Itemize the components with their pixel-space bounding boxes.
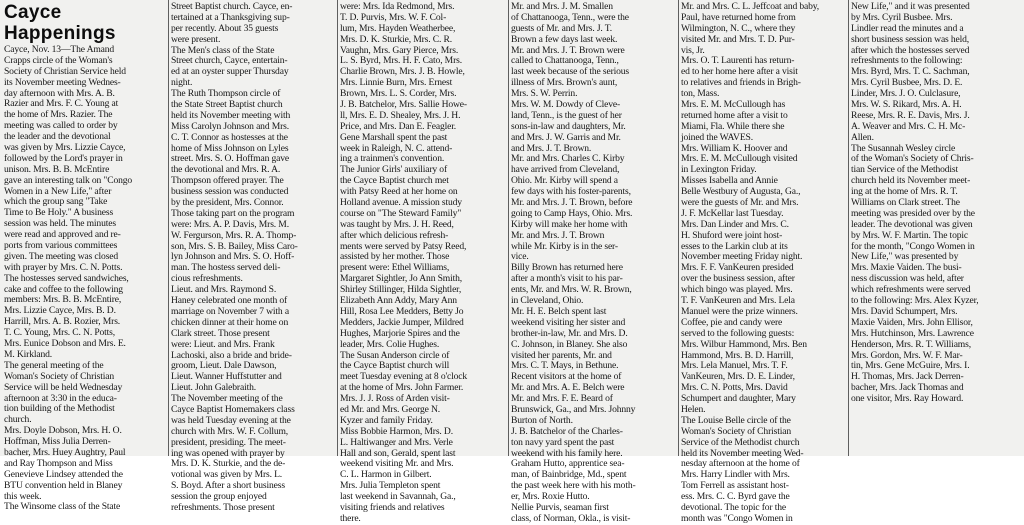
text-line: Hammond, Mrs. B. D. Harrill, [681, 349, 794, 361]
text-line: Harrill, Mrs. A. B. Rozier, Mrs. [4, 316, 121, 328]
text-line: Mrs. William K. Hoover and [681, 142, 788, 154]
text-line: The general meeting of the [4, 359, 104, 371]
column-rule [678, 0, 679, 456]
column-5-body [681, 2, 846, 525]
text-line: the Cayce Baptist church will [340, 360, 450, 372]
text-line: chicken dinner at their home on [171, 316, 289, 328]
text-line: Shirley Stillinger, Hilda Sightler, [340, 284, 462, 296]
text-line: and Mrs. J. T. Brown. [511, 142, 592, 154]
text-line: one visitor, Mrs. Ray Howard. [851, 393, 964, 405]
text-line: Hughes, Marjorie Spires and the [340, 327, 460, 339]
text-line: which bingo was played. Mrs. [681, 284, 793, 296]
text-line: illness of Mrs. Brown's aunt, [511, 77, 618, 89]
text-line: son, Mrs. S. B. Bailey, Miss Caro- [171, 240, 298, 252]
headline-line-1: Cayce [4, 2, 62, 23]
text-line: New Life," and it was presented [851, 1, 970, 12]
text-line: The November meeting of the [171, 393, 283, 405]
column-4-body [511, 2, 676, 525]
text-line: class, of Norman, Okla., is visit- [511, 512, 631, 524]
text-line: short business session was held, [851, 33, 970, 45]
text-line: of the Woman's Society of Chris- [851, 153, 974, 165]
text-line: tertained at a Thanksgiving sup- [171, 11, 290, 23]
text-line: meeting was called to order by [4, 120, 118, 132]
text-line: refreshments. Those present [171, 501, 275, 513]
text-line: were present. [171, 33, 221, 45]
text-line: to relatives and friends in Brigh- [681, 77, 801, 89]
text-line: called to Chattanooga, Tenn., [511, 55, 619, 67]
text-line: Brown a few days last week. [511, 33, 618, 45]
text-line: Hoffman, Miss Julia Derren- [4, 436, 111, 448]
text-line: Mr. and Mrs. J. T. Brown [511, 229, 605, 241]
text-line: Hill, Rosa Lee Medders, Betty Jo [340, 305, 464, 317]
text-line: M. Kirkland. [4, 348, 53, 360]
text-line: were: Mrs. Ida Redmond, Mrs. [340, 1, 455, 12]
text-line: weekend with his family here. [511, 447, 623, 459]
text-line: groom, Lieut. Dale Dawson, [171, 360, 277, 372]
column-3 [340, 1, 506, 524]
text-line: Mrs. C. N. Potts, Mrs. David [681, 382, 788, 394]
text-line: Mrs. Lizzie Cayce, Mrs. B. D. [4, 305, 116, 317]
text-line: have arrived from Cleveland, [511, 164, 620, 176]
text-line: Elizabeth Ann Addy, Mary Ann [340, 295, 457, 307]
text-line: after which delicious refresh- [340, 229, 449, 241]
text-line: returned home after a visit to [681, 109, 788, 121]
text-line: Thompson offered prayer. The [171, 175, 284, 187]
text-line: over the business session, after [681, 273, 795, 285]
text-line: ing was opened with prayer by [171, 447, 285, 459]
text-line: Manuel were the prize winners. [681, 305, 798, 317]
text-line: tin, Mrs. Gene McGuire, Mrs. I. [851, 360, 970, 372]
text-line: T. C. Young, Mrs. C. N. Potts, [4, 327, 116, 339]
text-line: S. Boyd. After a short business [171, 480, 285, 492]
text-line: Mrs. Hutchinson, Mrs. Lawrence [851, 327, 974, 339]
text-line: the devotional and Mrs. R. A. [171, 164, 281, 176]
text-line: Hall and son, Gerald, spent last [340, 447, 456, 459]
text-line: were read and approved and re- [4, 229, 121, 241]
text-line: and Ray Thompson and Miss [4, 457, 113, 469]
text-line: Ohio. Mr. Kirby will spend a [511, 175, 618, 187]
text-line: man. The hostess served deli- [171, 262, 281, 274]
text-line: Mrs. W. M. Dowdy of Cleve- [511, 99, 621, 111]
text-line: Mrs. Harry Lindler with Mrs. [681, 469, 790, 481]
text-line: brother-in-law, Mr. and Mrs. D. [511, 327, 628, 339]
text-line: New Life," was presented by [851, 251, 959, 263]
text-line: VanKeuren, Mrs. D. E. Linder, [681, 371, 795, 383]
text-line: C. T. Connor as hostesses at the [171, 131, 288, 143]
text-line: marriage on November 7 with a [171, 305, 289, 317]
text-line: followed by the Lord's prayer in [4, 152, 123, 164]
text-line: Mrs. Julia Templeton spent [340, 480, 441, 492]
text-line: The Ruth Thompson circle of [171, 88, 281, 100]
text-line: November meeting Friday night. [681, 251, 803, 263]
text-line: which the group sang "Take [4, 196, 108, 208]
text-line: the Cayce Baptist church met [340, 175, 449, 187]
text-line: Service of the Methodist church [681, 436, 800, 448]
text-line: members: Mrs. B. B. McEntire, [4, 294, 122, 306]
text-line: J. F. McKellar last Tuesday. [681, 207, 784, 219]
text-line: Burton of North. [511, 414, 573, 426]
text-line: ents, Mr. and Mrs. W. R. Brown, [511, 284, 632, 296]
text-line: Brunswick, Ga., and Mrs. Johnny [511, 403, 636, 415]
text-line: held its November meeting Wed- [681, 447, 804, 459]
text-line: Graham Hutto, apprentice sea- [511, 458, 625, 470]
text-line: Razier and Mrs. F. C. Young at [4, 98, 119, 110]
text-line: Cayce, Nov. 13—The Amand [4, 44, 115, 55]
text-line: and Mrs. J. W. Garris and Mr. [511, 131, 621, 143]
text-line: gave an interesting talk on "Congo [4, 174, 133, 186]
text-line: joined the WAVES. [681, 131, 753, 143]
text-line: Schumpert and daughter, Mary [681, 393, 796, 405]
text-line: nesday afternoon at the home of [681, 458, 800, 470]
text-line: refreshments to the following: [851, 55, 963, 67]
text-line: guests of Mr. and Mrs. J. T. [511, 22, 612, 34]
text-line: with Patsy Reed at her home on [340, 186, 458, 198]
text-line: Miss Carolyn Johnson and Mrs. [171, 120, 289, 132]
text-line: Mrs. O. T. Laurenti has return- [681, 55, 795, 67]
text-line: Mrs. Wilbur Hammond, Mrs. Ben [681, 338, 807, 350]
text-line: at the home of Mrs. John Farmer. [340, 382, 464, 394]
text-line: Tom Ferrell as assistant host- [681, 480, 789, 492]
text-line: Mrs. C. T. Mays, in Bethune. [511, 360, 619, 372]
text-line: Mrs. Lela Manuel, Mrs. T. F. [681, 360, 788, 372]
text-line: course on "The Steward Family" [340, 207, 462, 219]
text-line: Street Baptist church. Cayce, en- [171, 1, 293, 12]
text-line: Mrs. Maxie Vaiden. The busi- [851, 262, 962, 274]
text-line: Mrs. S. W. Perrin. [511, 88, 578, 100]
text-line: Time to Be Holy." A business [4, 207, 114, 219]
text-line: given. The meeting was closed [4, 250, 119, 262]
text-line: Those taking part on the program [171, 207, 295, 219]
text-line: Haney celebrated one month of [171, 295, 288, 307]
text-line: Mr. and Mrs. F. E. Beard of [511, 393, 613, 405]
text-line: Mrs. W. S. Rikard, Mrs. A. H. [851, 99, 962, 111]
text-line: Gene Marshall spent the past [340, 131, 448, 143]
column-1-body [4, 45, 166, 513]
text-line: after which the hostesses served [851, 44, 970, 56]
text-line: ed to her home here after a visit [681, 66, 798, 78]
text-line: W. Fergurson, Mrs. R. A. Thomp- [171, 229, 297, 241]
text-line: Henderson, Mrs. R. T. Williams, [851, 338, 971, 350]
text-line: Lieut. Wanner Huffstutter and [171, 371, 282, 383]
text-line: last weekend in Savannah, Ga., [340, 491, 456, 503]
text-line: Recent visitors at the home of [511, 371, 622, 383]
text-line: The Men's class of the State [171, 44, 275, 56]
text-line: was taught by Mrs. J. H. Reed, [340, 218, 454, 230]
text-line: The Susan Anderson circle of [340, 349, 450, 361]
text-line: church with Mrs. W. F. Collum, [171, 425, 289, 437]
text-line: tion building of the Methodist [4, 403, 115, 415]
text-line: by Mrs. W. F. Martin. The topic [851, 229, 968, 241]
text-line: to the following: Mrs. Alex Kyzer, [851, 295, 979, 307]
text-line: was held Tuesday evening at the [171, 414, 291, 426]
text-line: C. Johnson, in Blaney. She also [511, 338, 628, 350]
text-line: Kyzer and family Friday. [340, 414, 433, 426]
text-line: business session was conducted [171, 186, 289, 198]
text-line: sons-in-law and daughters, Mr. [511, 120, 626, 132]
text-line: J. B. Batchelor of the Charles- [511, 425, 623, 437]
text-line: Holland avenue. A mission study [340, 197, 462, 209]
text-line: weekend visiting her sister and [511, 316, 626, 328]
text-line: Medders, Jackie Jumper, Mildred [340, 316, 464, 328]
text-line: leader, Mrs. Colie Hughes. [340, 338, 440, 350]
text-line: held its November meeting with [171, 109, 291, 121]
text-line: ll, Mrs. E. D. Shealey, Mrs. J. H. [340, 109, 461, 121]
text-line: Williams on Clark street. The [851, 197, 960, 209]
text-line: Mrs. Gordon, Mrs. W. F. Mar- [851, 349, 963, 361]
text-line: meet Tuesday evening at 8 o'clock [340, 371, 468, 383]
text-line: Nellie Purvis, seaman first [511, 501, 609, 513]
text-line: Vaughn, Mrs. Gary Pierce, Mrs. [340, 44, 459, 56]
text-line: Maxie Vaiden, Mrs. John Ellisor, [851, 316, 973, 328]
text-line: president, presiding. The meet- [171, 436, 286, 448]
text-line: Cayce Baptist Homemakers class [171, 403, 295, 415]
text-line: leader. The devotional was given [851, 218, 973, 230]
text-line: The Louise Belle circle of the [681, 414, 791, 426]
text-line: session was held. The minutes [4, 218, 116, 230]
text-line: tian Service of the Methodist [851, 164, 959, 176]
column-3-body [340, 2, 506, 525]
text-line: H. Shuford were joint host- [681, 229, 783, 241]
text-line: week in Raleigh, N. C. attend- [340, 142, 453, 154]
text-line: vice. [511, 251, 529, 263]
text-line: Mr. H. E. Belch spent last [511, 305, 607, 317]
text-line: visited her parents, Mr. and [511, 349, 612, 361]
text-line: BTU convention held in Blaney [4, 479, 123, 491]
text-line: the past week here with his moth- [511, 480, 636, 492]
text-line: Woman's Society of Christian [4, 370, 115, 382]
text-line: T. D. Purvis, Mrs. W. F. Col- [340, 11, 447, 23]
text-line: Mrs. Eunice Dobson and Mrs. E. [4, 338, 126, 350]
headline-line-2: Happenings [4, 23, 116, 44]
column-rule [168, 0, 169, 456]
column-6-body [851, 2, 1021, 405]
text-line: meeting was presided over by the [851, 207, 975, 219]
text-line: ports from various committees [4, 240, 118, 252]
text-line: Mrs. J. J. Ross of Arden visit- [340, 393, 450, 405]
text-line: unison. Mrs. B. B. McEntire [4, 163, 110, 175]
text-line: L. Haltiwanger and Mrs. Verle [340, 436, 453, 448]
text-line: land, Tenn., is the guest of her [511, 109, 622, 121]
text-line: assisted by her mother. Those [340, 251, 450, 263]
text-line: cious refreshments. [171, 273, 243, 285]
text-line: Miami, Fla. While there she [681, 120, 785, 132]
text-line: lum, Mrs. Hayden Weatherbee, [340, 22, 456, 34]
text-line: the State Street Baptist church [171, 99, 283, 111]
text-line: Street church, Cayce, entertain- [171, 55, 288, 67]
column-rule [848, 0, 849, 456]
text-line: Miss Bobbie Harmon, Mrs. D. [340, 425, 453, 437]
text-line: Allen. [851, 131, 874, 143]
column-1 [4, 2, 166, 513]
text-line: J. B. Batchelor, Mrs. Sallie Howe- [340, 99, 467, 111]
text-line: The hostesses served sandwiches, [4, 272, 129, 284]
text-line: H. Thomas, Mrs. Jack Derren- [851, 371, 964, 383]
text-line: session the group enjoyed [171, 491, 267, 503]
text-line: Mr. and Mrs. Charles C. Kirby [511, 153, 625, 165]
text-line: votional was given by Mrs. L. [171, 469, 283, 481]
text-line: devotional. The topic for the [681, 501, 786, 513]
text-line: Mrs. David Schumpert, Mrs. [851, 305, 958, 317]
text-line: this week. [4, 490, 42, 502]
text-line: ed Mr. and Mrs. George N. [340, 403, 440, 415]
text-line: its November meeting Wednes- [4, 76, 121, 88]
text-line: T. F. VanKeuren and Mrs. Lela [681, 295, 795, 307]
text-line: Service will be held Wednesday [4, 381, 123, 393]
text-line: Mr. and Mrs. J. T. Brown, before [511, 197, 633, 209]
text-line: Belle Westbury of Augusta, Ga., [681, 186, 801, 198]
text-line: was given by Mrs. Lizzie Cayce, [4, 142, 126, 154]
text-line: vis, Jr. [681, 44, 705, 56]
text-line: Women in a New Life," after [4, 185, 112, 197]
text-line: last week because of the serious [511, 66, 630, 78]
text-line: Society of Christian Service held [4, 65, 126, 77]
text-line: Mrs. D. K. Sturkie, Mrs. C. R. [340, 33, 452, 45]
text-line: month was "Congo Women in [681, 512, 793, 524]
text-line: ing at the home of Mrs. R. T. [851, 186, 958, 198]
column-2-body [171, 2, 335, 514]
text-line: Margaret Sightler, Jo Ann Smith, [340, 273, 463, 285]
text-line: Helen. [681, 403, 706, 415]
text-line: Woman's Society of Christian [681, 425, 792, 437]
text-line: Billy Brown has returned here [511, 262, 623, 274]
text-line: visited Mr. and Mrs. T. D. Pur- [681, 33, 795, 45]
text-line: ing a trainmen's convention. [340, 153, 445, 165]
text-line: The Winsome class of the State [4, 501, 121, 513]
text-line: church. [4, 414, 32, 426]
text-line: with prayer by Mrs. C. N. Potts. [4, 261, 123, 273]
text-line: while Mr. Kirby is in the ser- [511, 240, 618, 252]
text-line: Lindler read the minutes and a [851, 22, 964, 34]
text-line: esses to the Larkin club at its [681, 240, 788, 252]
text-line: for the month, "Congo Women in [851, 240, 975, 252]
text-line: of Chattanooga, Tenn., were the [511, 11, 629, 23]
text-line: The Junior Girls' auxiliary of [340, 164, 447, 176]
text-line: lyn Johnson and Mrs. S. O. Hoff- [171, 251, 295, 263]
text-line: Genevieve Lindsey attended the [4, 468, 123, 480]
text-line: cake and coffee to the following [4, 283, 123, 295]
text-line: few days with his foster-parents, [511, 186, 631, 198]
text-line: Wilmington, N. C., where they [681, 22, 796, 34]
text-line: bacher, Mrs. Huey Aughtry, Paul [4, 446, 126, 458]
text-line: Linder, Mrs. J. O. Culclasure, [851, 88, 961, 100]
text-line: Mrs. F. F. VanKeuren presided [681, 262, 794, 274]
text-line: Mrs. Linnie Burn, Mrs. Ernest [340, 77, 453, 89]
text-line: street. Mrs. S. O. Hoffman gave [171, 153, 290, 165]
text-line: Coffee, pie and candy were [681, 316, 783, 328]
text-line: were: Lieut. and Mrs. Frank [171, 338, 275, 350]
text-line: Mr. and Mrs. C. L. Jeffcoat and baby, [681, 1, 820, 12]
text-line: Mrs. Dan Linder and Mrs. C. [681, 218, 789, 230]
text-line: C. L. Harmon in Gilbert. [340, 469, 432, 481]
text-line: by the president, Mrs. Connor. [171, 197, 284, 209]
text-line: L. S. Byrd, Mrs. H. F. Cato, Mrs. [340, 55, 462, 67]
text-line: were the guests of Mr. and Mrs. [681, 197, 799, 209]
column-6 [851, 2, 1021, 454]
text-line: Paul, have returned home from [681, 11, 796, 23]
text-line: visiting friends and relatives [340, 501, 445, 513]
text-line: ness discussion was held, after [851, 273, 964, 285]
text-line: Price, and Mrs. Dan E. Feagler. [340, 120, 457, 132]
text-line: bacher, Mrs. Jack Thomas and [851, 382, 964, 394]
text-line: church held its November meet- [851, 175, 971, 187]
text-line: Lieut. John Galebraith. [171, 382, 257, 394]
text-line: Mr. and Mrs. A. E. Belch were [511, 382, 625, 394]
text-line: day afternoon with Mrs. A. B. [4, 87, 115, 99]
text-line: ton, Mass. [681, 88, 720, 100]
text-line: in Lexington Friday. [681, 164, 757, 176]
text-line: going to Camp Hays, Ohio. Mrs. [511, 207, 633, 219]
text-line: Charlie Brown, Mrs. J. B. Howle, [340, 66, 465, 78]
text-line: Crapps circle of the Woman's [4, 54, 113, 66]
column-4 [511, 1, 676, 524]
text-line: A. Weaver and Mrs. C. H. Mc- [851, 120, 966, 132]
text-line: Reese, Mrs. R. E. Davis, Mrs. J. [851, 109, 970, 121]
text-line: Kirby will make her home with [511, 218, 628, 230]
text-line: Mrs. D. K. Sturkie, and the de- [171, 458, 286, 470]
text-line: the leader and the devotional [4, 131, 111, 143]
text-line: Misses Isabella and Annie [681, 175, 778, 187]
text-line: in Cleveland, Ohio. [511, 295, 584, 307]
text-line: which refreshments were served [851, 284, 971, 296]
text-line: Mr. and Mrs. J. M. Smallen [511, 1, 613, 12]
text-line: present were: Ethel Williams, [340, 262, 450, 274]
text-line: er, Mrs. Roxie Hutto. [511, 491, 590, 503]
text-line: after a month's visit to his par- [511, 273, 623, 285]
text-line: night. [171, 77, 193, 89]
text-line: ton navy yard spent the past [511, 436, 615, 448]
text-line: Mrs. E. M. McCullough visited [681, 153, 798, 165]
text-line: Mrs. Doyle Dobson, Mrs. H. O. [4, 425, 122, 437]
text-line: man, of Bainbridge, Md., spent [511, 469, 627, 481]
text-line: were: Mrs. A. P. Davis, Mrs. M. [171, 218, 289, 230]
column-2 [171, 1, 335, 513]
text-line: Mrs. Cyril Busbee, Mrs. D. E. [851, 77, 963, 89]
text-line: per recently. About 35 guests [171, 22, 279, 34]
text-line: ments were served by Patsy Reed, [340, 240, 467, 252]
text-line: Mrs. E. M. McCullough has [681, 99, 786, 111]
text-line: home of Miss Johnson on Lyles [171, 142, 289, 154]
text-line: Lachoski, also a bride and bride- [171, 349, 292, 361]
text-line: ess. Mrs. C. C. Byrd gave the [681, 491, 790, 503]
text-line: The Susannah Wesley circle [851, 142, 956, 154]
text-line: Mr. and Mrs. J. T. Brown were [511, 44, 625, 56]
text-line: Clark street. Those present [171, 327, 270, 339]
text-line: afternoon at 3:30 in the educa- [4, 392, 117, 404]
text-line: the home of Mrs. Razier. The [4, 109, 113, 121]
text-line: served to the following guests: [681, 327, 795, 339]
column-5 [681, 1, 846, 524]
text-line: weekend visiting Mr. and Mrs. [340, 458, 454, 470]
text-line: Brown, Mrs. L. S. Corder, Mrs. [340, 88, 457, 100]
text-line: Lieut. and Mrs. Raymond S. [171, 284, 277, 296]
column-rule [337, 0, 338, 456]
text-line: by Mrs. Cyril Busbee. Mrs. [851, 11, 953, 23]
text-line: ed at an oyster supper Thursday [171, 66, 289, 78]
text-line: Mrs. Byrd, Mrs. T. C. Sachman, [851, 66, 970, 78]
column-rule [508, 0, 509, 456]
text-line: there. [340, 512, 361, 524]
